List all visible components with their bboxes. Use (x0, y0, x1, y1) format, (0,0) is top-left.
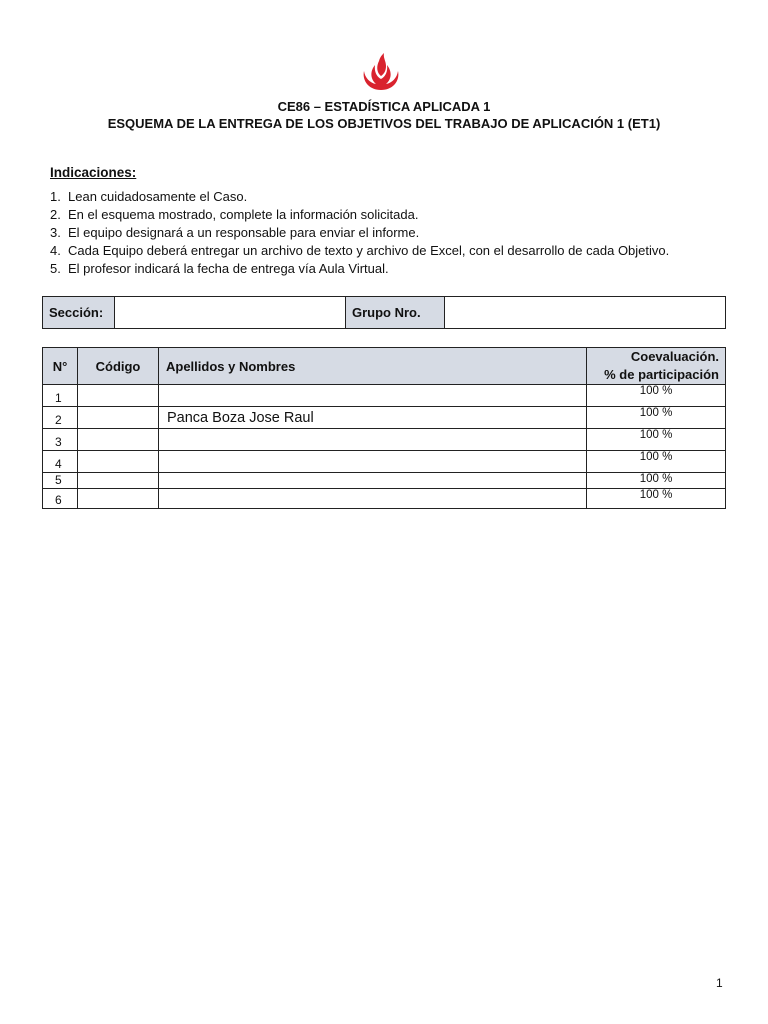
code-cell[interactable] (78, 473, 159, 489)
code-cell[interactable] (78, 429, 159, 451)
name-cell[interactable] (159, 473, 587, 489)
code-cell[interactable] (78, 385, 159, 407)
pct-cell[interactable]: 100 % (587, 429, 726, 451)
list-item: 4. Cada Equipo deberá entregar un archivo de texto y archivo de Excel, con el desarrollo de cada Objetivo. (50, 243, 670, 258)
col-header-name: Apellidos y Nombres (159, 348, 587, 385)
pct-cell[interactable]: 100 % (587, 451, 726, 473)
pct-cell[interactable]: 100 % (587, 407, 726, 429)
row-num: 3 (43, 429, 78, 451)
table-row (43, 407, 726, 429)
row-num: 4 (43, 451, 78, 473)
name-cell[interactable]: Panca Boza Jose Raul (159, 407, 587, 429)
col-header-coeval (587, 348, 726, 385)
name-cell[interactable] (159, 385, 587, 407)
section-field[interactable] (115, 297, 346, 329)
list-item: 1. Lean cuidadosamente el Caso. (50, 189, 248, 204)
code-cell[interactable] (78, 407, 159, 429)
row-num: 6 (43, 489, 78, 509)
section-group-table (42, 296, 726, 329)
col-header-code: Código (78, 348, 159, 385)
group-label: Grupo Nro. (346, 297, 445, 329)
row-num: 2 (43, 407, 78, 429)
list-item: 2. En el esquema mostrado, complete la información solicitada. (50, 207, 419, 222)
title-line-2: ESQUEMA DE LA ENTREGA DE LOS OBJETIVOS DEL TRABAJO DE APLICACIÓN 1 (ET1) (107, 116, 661, 131)
name-cell[interactable] (159, 451, 587, 473)
name-cell[interactable] (159, 489, 587, 509)
coeval-line-2: % de participación (604, 367, 719, 382)
table-header-row (43, 348, 726, 385)
list-item: 5. El profesor indicará la fecha de entrega vía Aula Virtual. (50, 261, 389, 276)
indications-list (50, 188, 669, 278)
group-field[interactable] (445, 297, 726, 329)
page-number: 1 (716, 976, 723, 990)
code-cell[interactable] (78, 451, 159, 473)
document-title (0, 98, 768, 132)
section-label: Sección: (43, 297, 115, 329)
coeval-line-1: Coevaluación. (630, 349, 719, 364)
pct-cell[interactable]: 100 % (587, 489, 726, 509)
table-row (43, 429, 726, 451)
pct-cell[interactable]: 100 % (587, 385, 726, 407)
indications-heading: Indicaciones: (50, 165, 137, 180)
table-row (43, 489, 726, 509)
name-cell[interactable] (159, 429, 587, 451)
code-cell[interactable] (78, 489, 159, 509)
table-row (43, 385, 726, 407)
flame-logo-icon (360, 52, 402, 92)
title-line-1: CE86 – ESTADÍSTICA APLICADA 1 (277, 99, 491, 114)
row-num: 5 (43, 473, 78, 489)
table-row (43, 473, 726, 489)
members-table (42, 347, 726, 509)
col-header-num: N° (43, 348, 78, 385)
row-num: 1 (43, 385, 78, 407)
list-item: 3. El equipo designará a un responsable para enviar el informe. (50, 225, 420, 240)
pct-cell[interactable]: 100 % (587, 473, 726, 489)
table-row (43, 451, 726, 473)
